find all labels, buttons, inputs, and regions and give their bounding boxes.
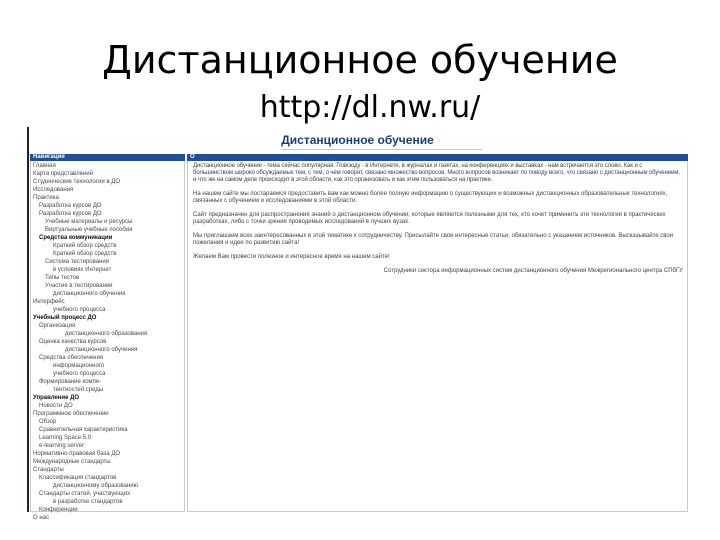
nav-item[interactable]: Интерфейс bbox=[33, 299, 65, 305]
nav-item[interactable]: Организация bbox=[39, 323, 76, 329]
nav-item[interactable]: дистанционному образованию bbox=[53, 483, 139, 489]
nav-item[interactable]: Международные стандарты bbox=[33, 459, 111, 465]
nav-item[interactable]: Формирование компе- bbox=[39, 379, 102, 385]
nav-item[interactable]: Студенческие технологии в ДО bbox=[33, 179, 120, 185]
site-header bbox=[27, 127, 688, 153]
nav-item[interactable]: учебного процесса bbox=[53, 307, 106, 313]
nav-item[interactable]: Стандарты статей, участвующих bbox=[39, 491, 131, 497]
nav-item[interactable]: Стандарты bbox=[33, 467, 64, 473]
nav-item[interactable]: Участие в тестировании bbox=[45, 283, 113, 289]
content-header: О bbox=[187, 154, 688, 161]
content-paragraph: Дистанционное обучение - тема сейчас популярная. Повсюду - в Интернете, в журналах и газетах, на конференциях и выставках - нам встречается это слово. Как и с большинством широко обсуждаемых тем, с тем, о чем говорят, связано множество вопросов. Много вопросов возникает по поводу всего, что связано с дистанционным обучением, и что же на самом деле происходит в этой области, как это организовать и как этим пользоваться на практике. bbox=[193, 163, 680, 183]
nav-item[interactable]: Новости ДО bbox=[39, 403, 73, 409]
content-body bbox=[187, 161, 688, 512]
nav-item[interactable]: в условиях Интернет bbox=[53, 267, 112, 273]
nav-item[interactable]: Классификация стандартов bbox=[39, 475, 117, 481]
nav-item[interactable]: Программное обеспечение bbox=[33, 411, 109, 417]
content-paragraph: Желаем Вам провести полезное и интересное время на нашем сайте! bbox=[193, 254, 390, 260]
nav-item[interactable]: учебного процесса bbox=[53, 371, 106, 377]
content-panel bbox=[187, 154, 688, 512]
nav-item[interactable]: в разработке стандартов bbox=[53, 499, 123, 505]
nav-item[interactable]: дистанционного обучения bbox=[65, 347, 138, 353]
nav-item[interactable]: Разработка курсов ДО bbox=[39, 203, 102, 209]
nav-item[interactable]: Learning Space 5.0 bbox=[39, 435, 92, 441]
screenshot-border bbox=[27, 127, 29, 512]
nav-item[interactable]: Нормативно-правовая база ДО bbox=[33, 451, 121, 457]
nav-item[interactable]: тентностей среды bbox=[53, 387, 104, 393]
nav-item[interactable]: Карта представлений bbox=[33, 171, 93, 177]
nav-item[interactable]: дистанционного обучения bbox=[53, 291, 126, 297]
navigation-menu bbox=[31, 161, 184, 522]
nav-item[interactable]: Средства обеспечения bbox=[39, 355, 104, 361]
nav-item[interactable]: Оценка качества курсов bbox=[39, 339, 107, 345]
nav-item[interactable]: Виртуальные учебные пособия bbox=[45, 227, 133, 233]
nav-item[interactable]: Конференции bbox=[39, 507, 78, 513]
nav-item[interactable]: Типы тестов bbox=[45, 275, 80, 281]
nav-item[interactable]: О нас bbox=[33, 515, 49, 521]
nav-item[interactable]: Система тестирования bbox=[45, 259, 109, 265]
content-paragraph: Сайт предназначен для распространения знаний о дистанционном обучении, которые являются полезными для тех, кто хочет применить эти технологии в практических разработках, либо с точки зрения проводимых исследований в лучших вузах. bbox=[193, 212, 666, 225]
navigation-panel bbox=[30, 154, 185, 521]
content-text bbox=[188, 161, 687, 261]
header-divider bbox=[282, 149, 482, 150]
slide-title: Дистанционное обучение bbox=[102, 38, 618, 82]
nav-item[interactable]: Исследования bbox=[33, 187, 74, 193]
nav-item[interactable]: дистанционного образования bbox=[65, 331, 148, 337]
nav-item[interactable]: Средства коммуникации bbox=[39, 235, 113, 241]
nav-item[interactable]: Учебные материалы и ресурсы bbox=[45, 219, 133, 225]
nav-item[interactable]: e-learning server bbox=[39, 443, 85, 449]
site-title: Дистанционное обучение bbox=[281, 133, 434, 147]
nav-item[interactable]: Практика bbox=[33, 195, 59, 201]
signature: Сотрудники сектора информационных систем дистанционного обучения Межрегионального центра СПбГУ bbox=[383, 268, 683, 274]
nav-item[interactable]: Главная bbox=[33, 163, 56, 169]
nav-item[interactable]: Разработка курсов ДО bbox=[39, 211, 102, 217]
slide-url: http://dl.nw.ru/ bbox=[259, 90, 481, 125]
content-paragraph: На нашем сайте мы постараемся предоставить вам как можно более полную информацию о существующих и возможных дистанционных образовательных технологиях, связанных с обучением и исследованиями в этой области. bbox=[193, 191, 668, 204]
navigation-header: Навигация bbox=[30, 154, 185, 161]
nav-item[interactable]: информационного bbox=[53, 363, 105, 369]
nav-item[interactable]: Краткий обзор средств bbox=[53, 251, 117, 257]
nav-item[interactable]: Управление ДО bbox=[33, 395, 80, 401]
content-paragraph: Мы приглашаем всех заинтересованных в этой тематике к сотрудничеству. Присылайте свои интересные статьи, обязательно с указанием источников. Высказывайте свои пожелания и идеи по развитию сайта! bbox=[193, 233, 674, 246]
navigation-body bbox=[30, 161, 185, 521]
nav-item[interactable]: Сравнительная характеристика bbox=[39, 427, 128, 433]
website-screenshot bbox=[27, 127, 688, 521]
nav-item[interactable]: Краткий обзор средств bbox=[53, 243, 117, 249]
nav-item[interactable]: Обзор bbox=[39, 419, 57, 425]
nav-item[interactable]: Учебный процесс ДО bbox=[33, 315, 97, 321]
